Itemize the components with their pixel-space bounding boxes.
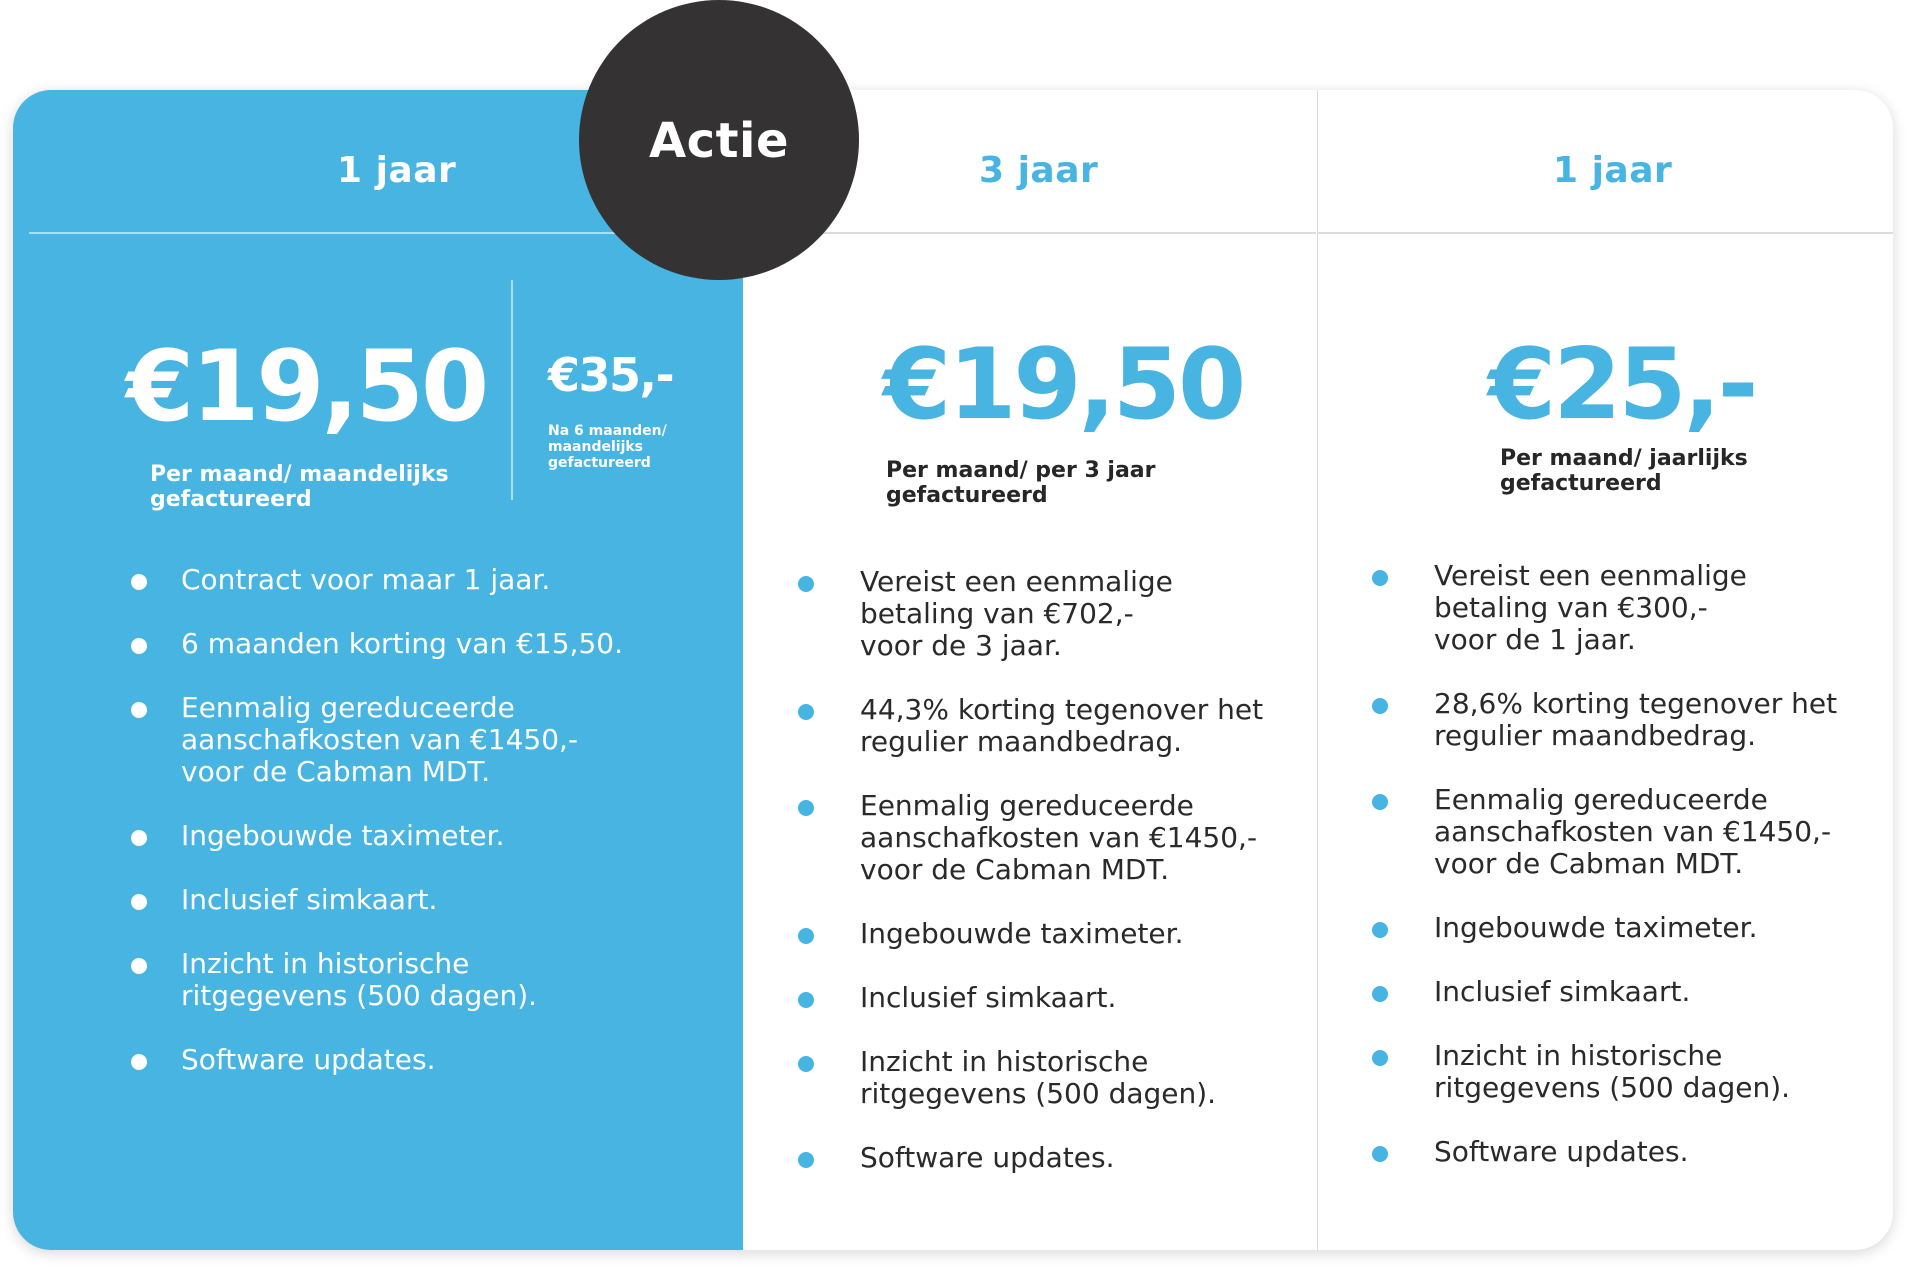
bullet-dot-icon	[131, 702, 147, 718]
feature-text-line: Ingebouwde taximeter.	[860, 917, 1184, 950]
feature-list	[1372, 560, 1887, 1200]
bullet-dot-icon	[798, 704, 814, 720]
plan-title: 3 jaar	[979, 150, 1099, 191]
feature-text-line: Software updates.	[181, 1043, 436, 1076]
bullet-dot-icon	[131, 894, 147, 910]
feature-item	[798, 982, 1308, 1014]
feature-item	[131, 692, 721, 788]
feature-item	[131, 1044, 721, 1076]
badge-label: Actie	[648, 113, 790, 169]
plan-column-1jaar	[1317, 90, 1893, 1250]
feature-text-line: voor de Cabman MDT.	[860, 853, 1170, 886]
feature-text-line: ritgegevens (500 dagen).	[1434, 1071, 1791, 1104]
feature-text-line: Software updates.	[860, 1141, 1115, 1174]
feature-text-line: Vereist een eenmalige	[1434, 559, 1747, 592]
plan-price: €19,50	[883, 328, 1244, 442]
feature-item	[1372, 1136, 1887, 1168]
feature-text-line: Inzicht in historische	[1434, 1039, 1723, 1072]
plan-price-note	[886, 458, 1246, 508]
bullet-dot-icon	[798, 992, 814, 1008]
bullet-dot-icon	[798, 1152, 814, 1168]
feature-item	[798, 694, 1308, 758]
feature-item	[131, 948, 721, 1012]
alt-price-note-line: gefactureerd	[548, 455, 651, 471]
alt-price: €35,-	[548, 348, 674, 402]
plan-price-note-line: Per maand/ maandelijks	[150, 462, 449, 487]
bullet-dot-icon	[1372, 570, 1388, 586]
feature-item	[798, 918, 1308, 950]
bullet-dot-icon	[798, 576, 814, 592]
actie-badge	[579, 0, 859, 280]
plan-price-note-line: Per maand/ per 3 jaar	[886, 458, 1156, 483]
feature-list	[131, 564, 721, 1076]
feature-text-line: voor de 3 jaar.	[860, 629, 1062, 662]
bullet-dot-icon	[1372, 794, 1388, 810]
feature-text-line: aanschafkosten van €1450,-	[860, 821, 1258, 854]
plan-price-note-line: gefactureerd	[1500, 471, 1662, 496]
header-divider	[1318, 232, 1893, 234]
feature-item	[798, 790, 1308, 886]
header-divider	[743, 232, 1316, 234]
feature-text-line: ritgegevens (500 dagen).	[860, 1077, 1217, 1110]
bullet-dot-icon	[798, 1056, 814, 1072]
feature-text-line: Inzicht in historische	[181, 947, 470, 980]
feature-text-line: voor de Cabman MDT.	[181, 755, 491, 788]
feature-item	[798, 566, 1308, 662]
bullet-dot-icon	[131, 958, 147, 974]
feature-text-line: ritgegevens (500 dagen).	[181, 979, 538, 1012]
feature-item	[131, 564, 721, 596]
alt-price-note	[548, 423, 698, 471]
bullet-dot-icon	[1372, 986, 1388, 1002]
feature-text-line: aanschafkosten van €1450,-	[1434, 815, 1832, 848]
plan-title: 1 jaar	[337, 150, 457, 191]
plan-price: €25,-	[1488, 328, 1756, 442]
feature-text-line: 28,6% korting tegenover het	[1434, 687, 1838, 720]
feature-item	[1372, 976, 1887, 1008]
feature-text-line: betaling van €702,-	[860, 597, 1134, 630]
bullet-dot-icon	[1372, 922, 1388, 938]
feature-item	[1372, 1040, 1887, 1104]
bullet-dot-icon	[798, 928, 814, 944]
feature-text-line: Ingebouwde taximeter.	[181, 819, 505, 852]
feature-text-line: Contract voor maar 1 jaar.	[181, 563, 551, 596]
bullet-dot-icon	[131, 1054, 147, 1070]
feature-list	[798, 566, 1308, 1206]
feature-text-line: Inzicht in historische	[860, 1045, 1149, 1078]
bullet-dot-icon	[131, 638, 147, 654]
feature-text-line: aanschafkosten van €1450,-	[181, 723, 579, 756]
feature-text-line: regulier maandbedrag.	[860, 725, 1183, 758]
plan-price-note-line: gefactureerd	[150, 487, 312, 512]
feature-item	[798, 1046, 1308, 1110]
feature-item	[798, 1142, 1308, 1174]
bullet-dot-icon	[131, 574, 147, 590]
plan-title: 1 jaar	[1553, 150, 1673, 191]
feature-text-line: Eenmalig gereduceerde	[860, 789, 1194, 822]
feature-text-line: betaling van €300,-	[1434, 591, 1708, 624]
bullet-dot-icon	[798, 800, 814, 816]
feature-item	[131, 884, 721, 916]
feature-item	[1372, 688, 1887, 752]
bullet-dot-icon	[1372, 1050, 1388, 1066]
feature-text-line: Vereist een eenmalige	[860, 565, 1173, 598]
feature-text-line: voor de 1 jaar.	[1434, 623, 1636, 656]
price-divider	[511, 280, 513, 500]
plan-price-note	[1500, 446, 1860, 496]
bullet-dot-icon	[1372, 1146, 1388, 1162]
feature-item	[1372, 912, 1887, 944]
alt-price-note-line: Na 6 maanden/	[548, 423, 667, 439]
bullet-dot-icon	[1372, 698, 1388, 714]
feature-text-line: Software updates.	[1434, 1135, 1689, 1168]
feature-item	[131, 628, 721, 660]
feature-item	[131, 820, 721, 852]
plan-price-note-line: Per maand/ jaarlijks	[1500, 446, 1748, 471]
alt-price-note-line: maandelijks	[548, 439, 644, 455]
feature-text-line: Inclusief simkaart.	[860, 981, 1117, 1014]
feature-item	[1372, 560, 1887, 656]
feature-text-line: Ingebouwde taximeter.	[1434, 911, 1758, 944]
feature-text-line: regulier maandbedrag.	[1434, 719, 1757, 752]
plan-price-note-line: gefactureerd	[886, 483, 1048, 508]
feature-item	[1372, 784, 1887, 880]
plan-column-3jaar	[743, 90, 1316, 1250]
feature-text-line: Eenmalig gereduceerde	[181, 691, 515, 724]
plan-column-1jaar-actie	[13, 90, 743, 1250]
feature-text-line: Inclusief simkaart.	[181, 883, 438, 916]
feature-text-line: Inclusief simkaart.	[1434, 975, 1691, 1008]
feature-text-line: voor de Cabman MDT.	[1434, 847, 1744, 880]
bullet-dot-icon	[131, 830, 147, 846]
pricing-card	[13, 90, 1893, 1250]
feature-text-line: Eenmalig gereduceerde	[1434, 783, 1768, 816]
plan-price: €19,50	[126, 330, 487, 444]
plan-price-note	[150, 462, 490, 512]
feature-text-line: 44,3% korting tegenover het	[860, 693, 1264, 726]
feature-text-line: 6 maanden korting van €15,50.	[181, 627, 623, 660]
